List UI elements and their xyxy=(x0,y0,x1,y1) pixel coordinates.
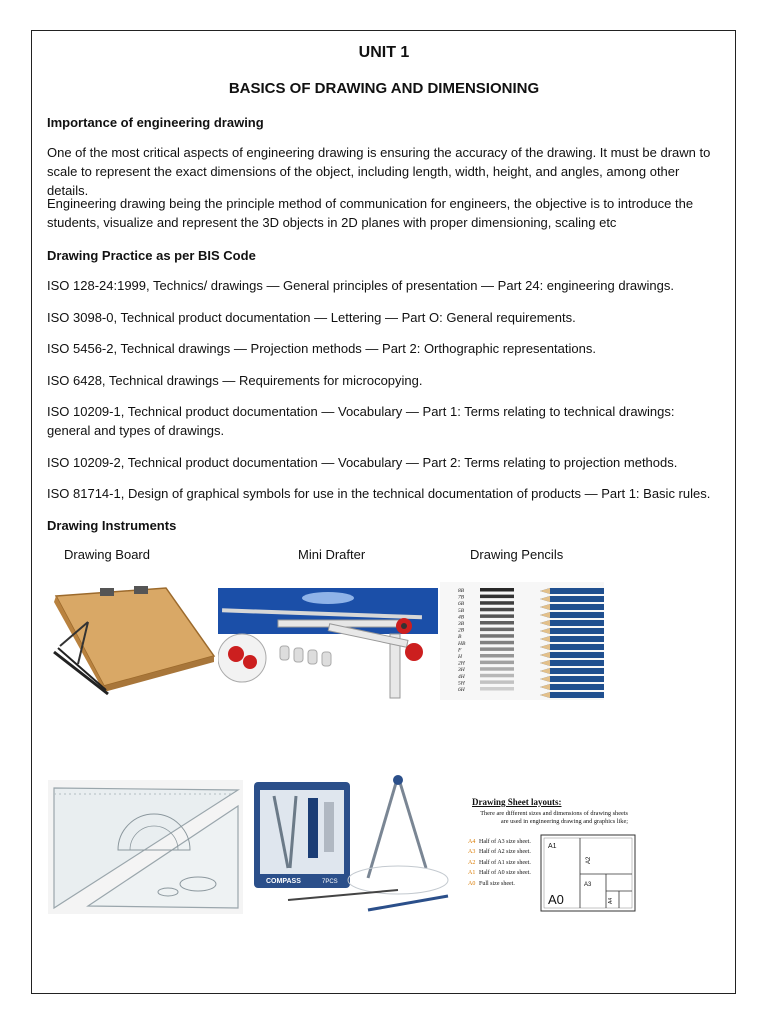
caption-mini-drafter: Mini Drafter xyxy=(298,547,366,562)
pencil-grade-label: HB xyxy=(458,640,466,647)
pencil-stroke-swatch xyxy=(480,628,514,632)
standard-item: ISO 81714-1, Design of graphical symbols for use in the technical documentation of products — Part 1: Basic rules. xyxy=(47,486,711,501)
pencil-grade-label: H xyxy=(458,654,462,660)
sheet-a1-label: A1 xyxy=(548,843,557,850)
sheet-a2-label: A2 xyxy=(586,856,592,864)
pencil-grade-label: 4B xyxy=(458,614,465,621)
caption-drawing-pencils: Drawing Pencils xyxy=(470,547,564,562)
pencil-grade-label: 7B xyxy=(458,594,465,601)
standard-item: ISO 10209-2, Technical product documentation — Vocabulary — Part 2: Terms relating to projection methods. xyxy=(47,455,678,470)
list-item: A0 Full size sheet. xyxy=(468,880,515,887)
drawing-board-image xyxy=(48,582,216,700)
pencil-stroke-swatch xyxy=(480,687,514,691)
pencil-stroke-swatch xyxy=(480,647,514,651)
compass-brand-label: COMPASS xyxy=(266,878,301,885)
pencil-grade-label: 2H xyxy=(458,660,465,667)
list-item: A4 Half of A3 size sheet. xyxy=(468,839,531,845)
standard-item: ISO 10209-1, Technical product documentation — Vocabulary — Part 1: Terms relating to technical drawings: general and types of drawings. xyxy=(47,404,675,438)
pencil-grade-label: 4H xyxy=(458,673,465,680)
instruments-heading: Drawing Instruments xyxy=(47,518,177,533)
paragraph-accuracy: One of the most critical aspects of engineering drawing is ensuring the accuracy of the drawing. It must be drawn to scale to represent the exact dimensions of the object, including length, width, height, and angles, among other details. xyxy=(47,145,711,198)
pencil-grade-label: 6B xyxy=(458,601,465,608)
standard-item: ISO 128-24:1999, Technics/ drawings — General principles of presentation — Part 24: engineering drawings. xyxy=(47,278,675,293)
pencil-stroke-swatch xyxy=(480,654,514,658)
pencil-grade-label: B xyxy=(458,634,462,641)
pencil-grade-label: F xyxy=(458,647,462,654)
pencil-stroke-swatch xyxy=(480,674,514,678)
pencil-stroke-swatch xyxy=(480,641,514,645)
pencil-grade-label: 3B xyxy=(458,621,465,627)
paragraph-communication: Engineering drawing being the principle method of communication for engineers, the objective is to introduce the students, visualize and represent the 3D objects in 2D planes with proper dimensioning, scaling etc xyxy=(47,196,694,230)
pencil-stroke-swatch xyxy=(480,588,514,592)
importance-heading: Importance of engineering drawing xyxy=(47,115,264,130)
pencil-grade-label: 3H xyxy=(458,667,465,674)
pencil-grade-label: 2B xyxy=(458,627,465,634)
pencil-stroke-swatch xyxy=(480,614,514,618)
sheet-a3-label: A3 xyxy=(584,882,592,888)
pencil-stroke-swatch xyxy=(480,680,514,684)
sheet-size-list xyxy=(468,837,531,889)
sheet-layouts-title: Drawing Sheet layouts: xyxy=(472,797,562,807)
sheet-layouts-description: There are different sizes and dimensions of drawing sheets are used in engineering drawing and graphics like; xyxy=(480,810,628,825)
mini-drafter-image xyxy=(218,582,438,700)
pencil-stroke-swatch xyxy=(480,634,514,638)
sheet-size-diagram xyxy=(540,834,636,912)
list-item: A2 Half of A1 size sheet. xyxy=(468,859,531,866)
set-squares-image xyxy=(48,780,243,914)
bis-heading: Drawing Practice as per BIS Code xyxy=(47,248,256,263)
standard-item: ISO 3098-0, Technical product documentation — Lettering — Part O: General requirements. xyxy=(47,310,576,325)
drawing-pencils-image xyxy=(440,582,604,700)
pencil-grade-label: 5H xyxy=(458,680,465,687)
list-item: A3 Half of A2 size sheet. xyxy=(468,849,531,856)
compass-set-image xyxy=(248,772,462,916)
pencil-grade-label: 6H xyxy=(458,687,465,693)
page-title: BASICS OF DRAWING AND DIMENSIONING xyxy=(228,80,540,97)
pencil-stroke-swatch xyxy=(480,595,514,599)
pencil-grade-label: 8B xyxy=(458,588,465,594)
pencil-stroke-swatch xyxy=(480,601,514,605)
pencil-stroke-swatch xyxy=(480,621,514,625)
pencil-stroke-swatch xyxy=(480,661,514,665)
sheet-a4-label: A4 xyxy=(608,897,614,904)
pencil-stroke-swatch xyxy=(480,667,514,671)
standard-item: ISO 6428, Technical drawings — Requirements for microcopying. xyxy=(47,373,423,388)
pencil-grade-label: 5B xyxy=(458,607,465,614)
sheet-a0-label: A0 xyxy=(548,892,564,907)
list-item: A1 Half of A0 size sheet. xyxy=(468,870,531,877)
caption-drawing-board: Drawing Board xyxy=(64,547,150,562)
standard-item: ISO 5456-2, Technical drawings — Projection methods — Part 2: Orthographic representations. xyxy=(47,341,596,356)
pencil-stroke-swatch xyxy=(480,608,514,612)
compass-count-label: 7PCS xyxy=(322,879,338,885)
unit-heading: UNIT 1 xyxy=(358,44,410,61)
